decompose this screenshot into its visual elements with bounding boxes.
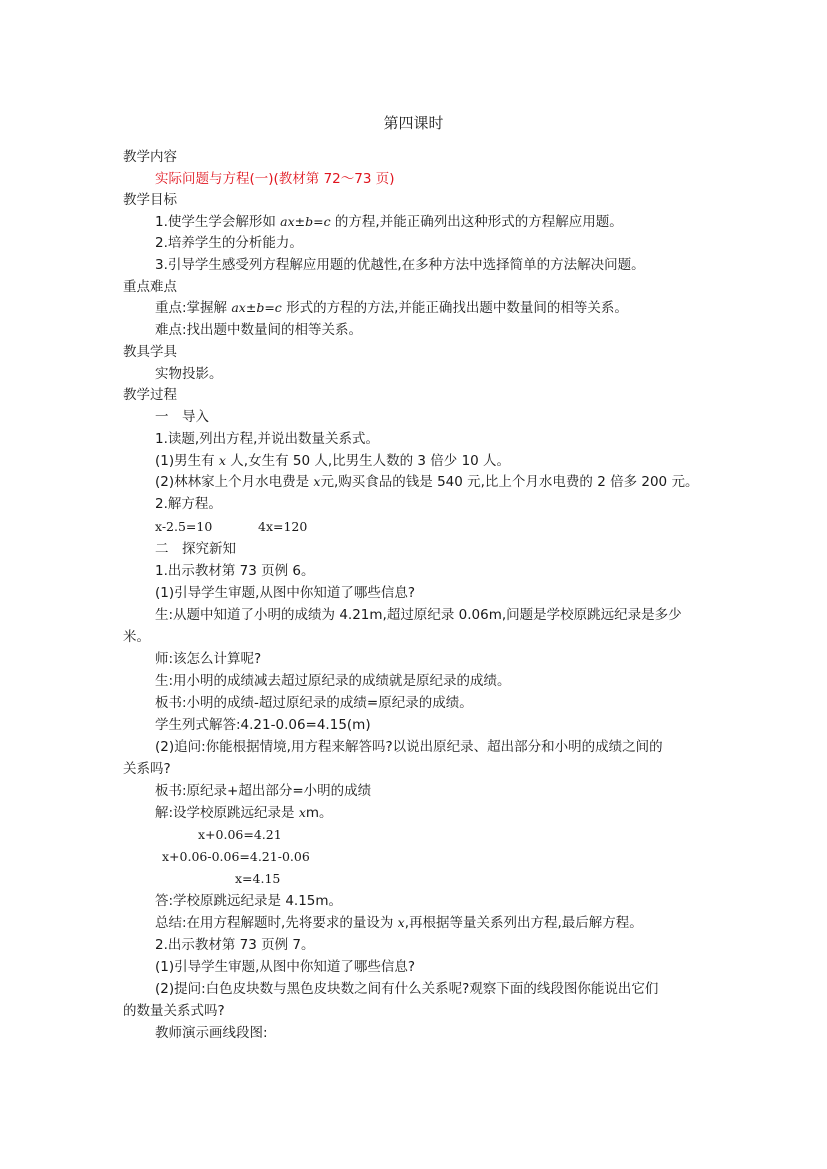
process-line — [155, 451, 510, 471]
heading-key: 重点难点 — [123, 279, 177, 295]
text-run: m。 — [305, 805, 333, 821]
text-run: ,再根据等量关系列出方程,最后解方程。 — [404, 915, 643, 931]
process-line: 师:该怎么计算呢? — [155, 651, 262, 667]
answer: 答:学校原跳远纪录是 4.15m。 — [155, 893, 343, 909]
process-line: 米。 — [123, 629, 150, 645]
variable: x — [298, 805, 306, 820]
equation-step: x=4.15 — [235, 871, 281, 886]
process-line: 板书:原纪录+超出部分=小明的成绩 — [155, 783, 372, 799]
heading-content: 教学内容 — [123, 149, 177, 165]
process-line: 的数量关系式吗? — [123, 1003, 225, 1019]
part-2-heading: 二 探究新知 — [155, 541, 236, 557]
page-title: 第四课时 — [383, 114, 444, 132]
process-line: (1)引导学生审题,从图中你知道了哪些信息? — [155, 585, 416, 601]
equation: x-2.5=10 — [155, 519, 213, 534]
process-line: 教师演示画线段图: — [155, 1025, 268, 1041]
goal-3: 3.引导学生感受列方程解应用题的优越性,在多种方法中选择简单的方法解决问题。 — [155, 257, 645, 273]
process-line: 2.解方程。 — [155, 496, 222, 512]
goal-1 — [155, 212, 623, 232]
text-run: (1)男生有 — [155, 453, 219, 469]
process-line: (1)引导学生审题,从图中你知道了哪些信息? — [155, 959, 416, 975]
text-run: 人,女生有 50 人,比男生人数的 3 倍少 10 人。 — [225, 453, 511, 469]
equation-step: x+0.06-0.06=4.21-0.06 — [162, 849, 310, 864]
text-run: 解:设学校原跳远纪录是 — [155, 805, 299, 821]
summary — [155, 913, 643, 933]
goal-1-formula: ax±b=c — [280, 214, 331, 229]
goal-1-text-a: 1.使学生学会解形如 — [155, 214, 281, 230]
equation-step: x+0.06=4.21 — [198, 827, 282, 842]
process-line: 关系吗? — [123, 761, 171, 777]
goal-1-text-b: 的方程,并能正确列出这种形式的方程解应用题。 — [330, 214, 623, 230]
variable: x — [218, 453, 226, 468]
process-line: 1.读题,列出方程,并说出数量关系式。 — [155, 431, 379, 447]
process-line: 1.出示教材第 73 页例 6。 — [155, 563, 315, 579]
text-run: (2)林林家上个月水电费是 — [155, 474, 314, 490]
goal-2: 2.培养学生的分析能力。 — [155, 235, 303, 251]
process-line — [155, 472, 698, 492]
tools: 实物投影。 — [155, 366, 223, 382]
heading-goals: 教学目标 — [123, 192, 177, 208]
key-point — [155, 298, 628, 318]
part-1-heading: 一 导入 — [155, 409, 209, 425]
text-run: 总结:在用方程解题时,先将要求的量设为 — [155, 915, 398, 931]
content-line: 实际问题与方程(一)(教材第 72～73 页) — [155, 171, 395, 187]
difficulty: 难点:找出题中数量间的相等关系。 — [155, 322, 363, 338]
heading-process: 教学过程 — [123, 387, 177, 403]
process-line — [155, 803, 333, 823]
heading-tools: 教具学具 — [123, 344, 177, 360]
text-run: 元,购买食品的钱是 540 元,比上个月水电费的 2 倍多 200 元。 — [320, 474, 699, 490]
variable: x — [313, 474, 321, 489]
process-line: (2)追问:你能根据情境,用方程来解答吗?以说出原纪录、超出部分和小明的成绩之间的 — [155, 739, 663, 755]
key-text-a: 重点:掌握解 — [155, 300, 232, 316]
key-text-b: 形式的方程的方法,并能正确找出题中数量间的相等关系。 — [281, 300, 628, 316]
process-line: 板书:小明的成绩-超过原纪录的成绩=原纪录的成绩。 — [155, 695, 473, 711]
process-line: 生:用小明的成绩减去超过原纪录的成绩就是原纪录的成绩。 — [155, 673, 511, 689]
process-line: 生:从题中知道了小明的成绩为 4.21m,超过原纪录 0.06m,问题是学校原跳远纪录是多少 — [155, 607, 682, 623]
variable: x — [397, 915, 405, 930]
process-line: (2)提问:白色皮块数与黑色皮块数之间有什么关系呢?观察下面的线段图你能说出它们 — [155, 981, 659, 997]
equation: 4x=120 — [258, 519, 308, 534]
process-line: 学生列式解答:4.21-0.06=4.15(m) — [155, 717, 371, 733]
key-formula: ax±b=c — [231, 300, 282, 315]
process-line: 2.出示教材第 73 页例 7。 — [155, 937, 315, 953]
